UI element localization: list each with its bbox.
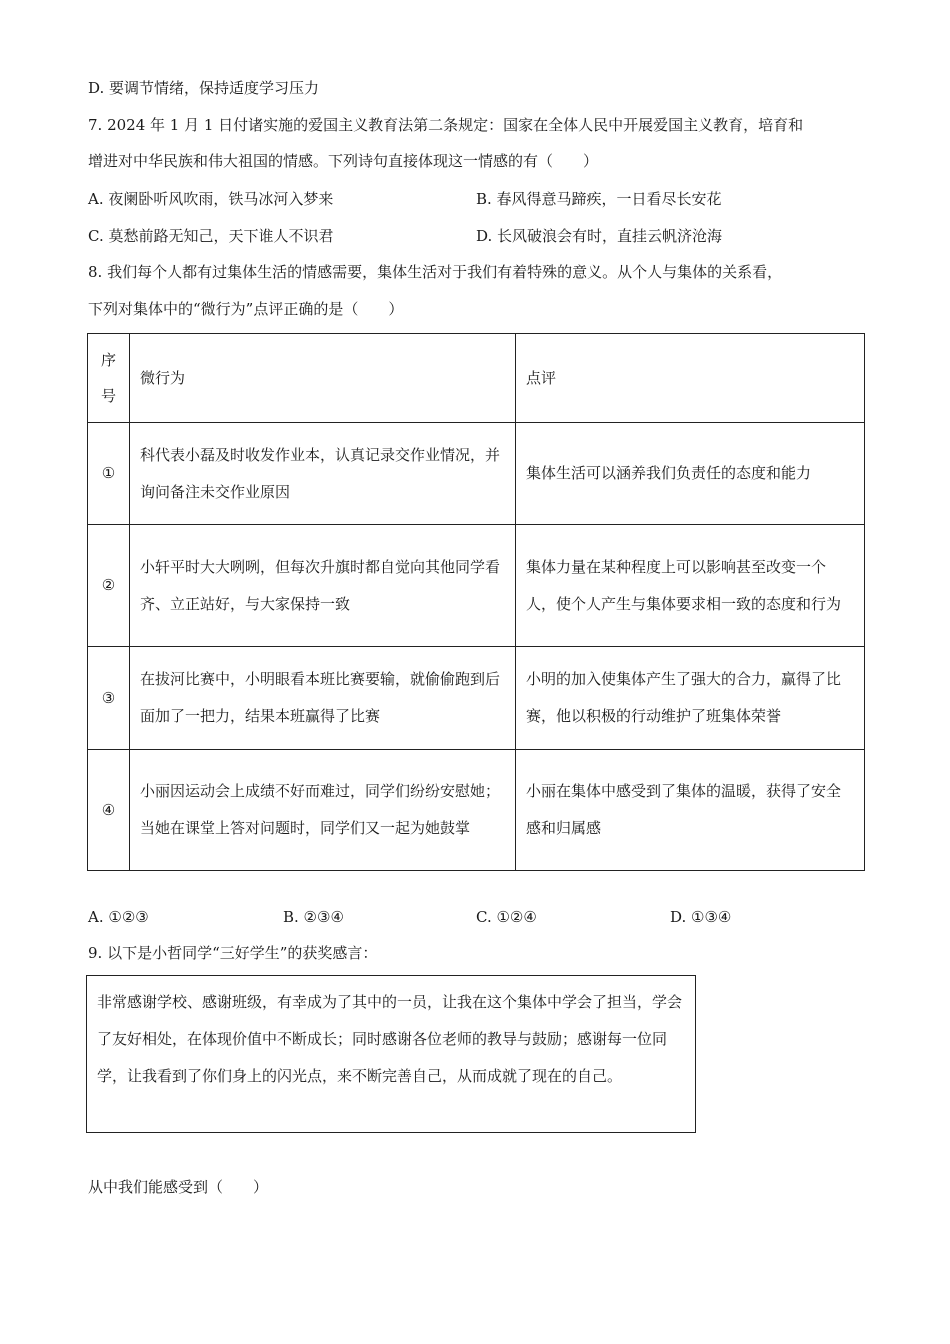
table-row: [88, 423, 865, 525]
q7-option-d: D. 长风破浪会有时，直挂云帆济沧海: [476, 227, 723, 245]
q6-option-d: D. 要调节情绪，保持适度学习压力: [88, 79, 320, 97]
table-row: [88, 647, 865, 750]
row-num: ①: [88, 423, 130, 525]
q8-stem-line2: 下列对集体中的“微行为”点评正确的是（ ）: [88, 300, 404, 318]
row-comment: 小丽在集体中感受到了集体的温暖，获得了安全感和归属感: [516, 750, 865, 871]
micro-behavior-table: [87, 333, 865, 871]
q8-stem-line1: 8. 我们每个人都有过集体生活的情感需要，集体生活对于我们有着特殊的意义。从个人与集体的关系看，: [88, 263, 783, 281]
row-behavior: 小轩平时大大咧咧，但每次升旗时都自觉向其他同学看齐、立正站好，与大家保持一致: [130, 525, 516, 647]
row-comment: 集体力量在某种程度上可以影响甚至改变一个人，使个人产生与集体要求相一致的态度和行为: [516, 525, 865, 647]
header-comment: 点评: [516, 334, 865, 423]
acceptance-speech-box: 非常感谢学校、感谢班级，有幸成为了其中的一员，让我在这个集体中学会了担当，学会了友好相处，在体现价值中不断成长；同时感谢各位老师的教导与鼓励；感谢每一位同学，让我看到了你们身上的闪光点，来不断完善自己，从而成就了现在的自己。: [86, 975, 696, 1133]
q8-option-d: D. ①③④: [670, 908, 732, 926]
q7-option-a: A. 夜阑卧听风吹雨，铁马冰河入梦来: [88, 190, 334, 208]
row-comment: 小明的加入使集体产生了强大的合力，赢得了比赛，他以积极的行动维护了班集体荣誉: [516, 647, 865, 750]
q9-stem: 9. 以下是小哲同学“三好学生”的获奖感言：: [88, 944, 378, 962]
table-header-row: [88, 334, 865, 423]
row-num: ③: [88, 647, 130, 750]
q8-option-c: C. ①②④: [476, 908, 537, 926]
row-num: ②: [88, 525, 130, 647]
table-row: [88, 525, 865, 647]
header-num-text: 序号: [100, 351, 116, 405]
row-comment: 集体生活可以涵养我们负责任的态度和能力: [516, 423, 865, 525]
table-row: [88, 750, 865, 871]
q7-option-b: B. 春风得意马蹄疾，一日看尽长安花: [476, 190, 722, 208]
header-behavior: 微行为: [130, 334, 516, 423]
q7-option-c: C. 莫愁前路无知己，天下谁人不识君: [88, 227, 334, 245]
q8-option-a: A. ①②③: [88, 908, 149, 926]
q8-option-b: B. ②③④: [283, 908, 344, 926]
q9-prompt: 从中我们能感受到（ ）: [88, 1178, 269, 1196]
q7-stem-line2: 增进对中华民族和伟大祖国的情感。下列诗句直接体现这一情感的有（ ）: [88, 152, 599, 170]
row-behavior: 科代表小磊及时收发作业本，认真记录交作业情况，并询问备注未交作业原因: [130, 423, 516, 525]
row-behavior: 小丽因运动会上成绩不好而难过，同学们纷纷安慰她；当她在课堂上答对问题时，同学们又一起为她鼓掌: [130, 750, 516, 871]
q7-stem-line1: 7. 2024 年 1 月 1 日付诸实施的爱国主义教育法第二条规定：国家在全体人民中开展爱国主义教育，培育和: [88, 116, 804, 134]
row-behavior: 在拔河比赛中，小明眼看本班比赛要输，就偷偷跑到后面加了一把力，结果本班赢得了比赛: [130, 647, 516, 750]
header-num: [88, 334, 130, 423]
row-num: ④: [88, 750, 130, 871]
